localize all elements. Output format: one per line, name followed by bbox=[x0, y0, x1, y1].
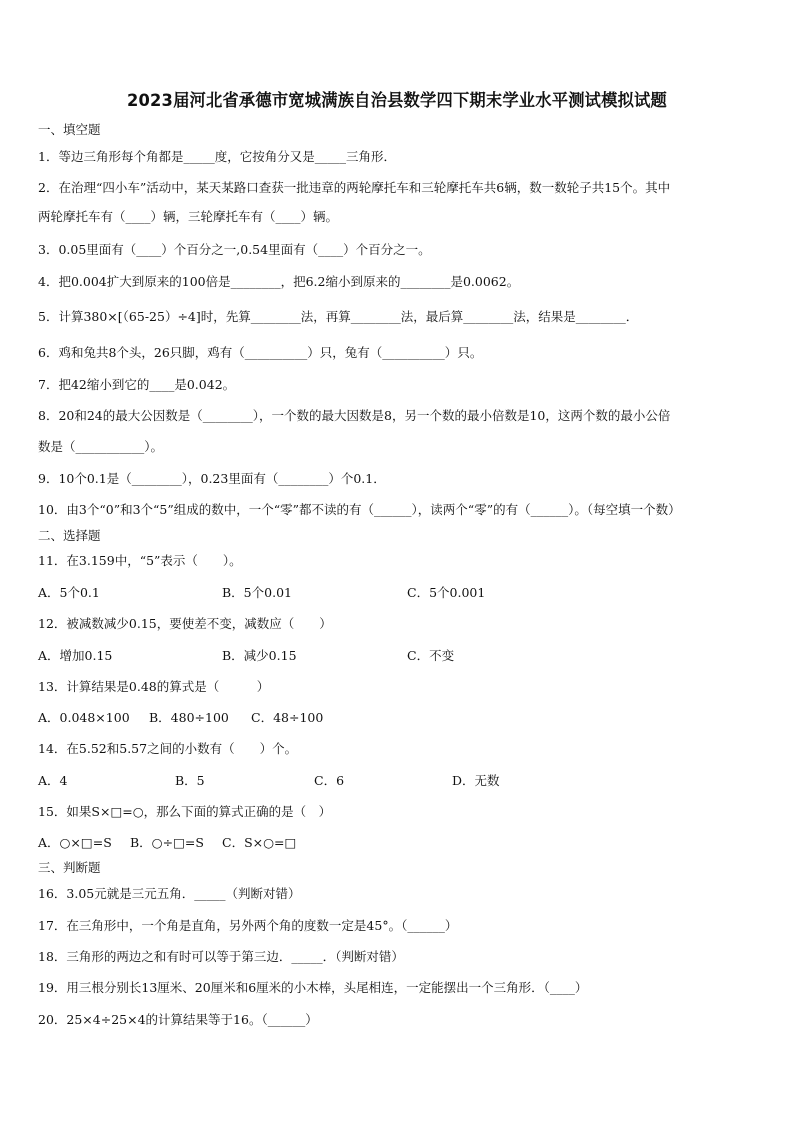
question-11-option-a: A．5个0.1 bbox=[38, 585, 100, 600]
question-15-option-b: B．○÷□=S bbox=[130, 835, 204, 850]
exam-title: 2023届河北省承德市宽城满族自治县数学四下期末学业水平测试模拟试题 bbox=[127, 91, 667, 111]
question-6: 6．鸡和兔共8个头，26只脚，鸡有（__________）只，兔有（__________）只。 bbox=[38, 345, 483, 360]
question-14: 14．在5.52和5.57之间的小数有（ ）个。 bbox=[38, 741, 298, 756]
question-12-option-b: B．减少0.15 bbox=[222, 648, 297, 663]
question-13-option-a: A．0.048×100 bbox=[38, 710, 130, 725]
question-13-option-c: C．48÷100 bbox=[251, 710, 324, 725]
question-20: 20．25×4÷25×4的计算结果等于16。（______） bbox=[38, 1012, 318, 1027]
question-9: 9．10个0.1是（________），0.23里面有（________）个0.1． bbox=[38, 471, 386, 486]
question-14-option-d: D．无数 bbox=[452, 773, 500, 788]
question-17: 17．在三角形中，一个角是直角，另外两个角的度数一定是45°。（______） bbox=[38, 918, 458, 933]
question-14-option-b: B．5 bbox=[175, 773, 205, 788]
question-16: 16．3.05元就是三元五角．_____（判断对错） bbox=[38, 886, 301, 901]
question-15: 15．如果S×□=○，那么下面的算式正确的是（ ） bbox=[38, 804, 332, 819]
question-14-option-a: A．4 bbox=[38, 773, 68, 788]
question-18: 18．三角形的两边之和有时可以等于第三边．_____．（判断对错） bbox=[38, 949, 404, 964]
question-13: 13．计算结果是0.48的算式是（ ） bbox=[38, 679, 270, 694]
question-7: 7．把42缩小到它的____是0.042。 bbox=[38, 377, 236, 392]
question-3: 3．0.05里面有（____）个百分之一,0.54里面有（____）个百分之一。 bbox=[38, 242, 431, 257]
section-multiple-choice: 二、选择题 bbox=[38, 528, 101, 543]
question-11-option-b: B．5个0.01 bbox=[222, 585, 292, 600]
question-12: 12．被减数减少0.15，要使差不变，减数应（ ） bbox=[38, 616, 332, 631]
question-14-option-c: C．6 bbox=[314, 773, 345, 788]
question-11: 11．在3.159中，“5”表示（ ）。 bbox=[38, 553, 242, 568]
question-15-option-c: C．S×○=□ bbox=[222, 835, 297, 850]
question-15-option-a: A．○×□=S bbox=[38, 835, 112, 850]
question-2-line-1: 2．在治理“四小车”活动中，某天某路口查获一批违章的两轮摩托车和三轮摩托车共6辆，数一数轮子共15个。其中 bbox=[38, 180, 671, 195]
question-1: 1．等边三角形每个角都是_____度，它按角分又是_____三角形． bbox=[38, 149, 396, 164]
question-10: 10．由3个“0”和3个“5”组成的数中，一个“零”都不读的有（______），读两个“零”的有（______）。（每空填一个数） bbox=[38, 502, 681, 517]
question-2-line-2: 两轮摩托车有（____）辆，三轮摩托车有（____）辆。 bbox=[38, 209, 339, 224]
question-8-line-1: 8．20和24的最大公因数是（________），一个数的最大因数是8，另一个数的最小倍数是10，这两个数的最小公倍 bbox=[38, 408, 671, 423]
question-11-option-c: C．5个0.001 bbox=[407, 585, 486, 600]
question-4: 4．把0.004扩大到原来的100倍是________，把6.2缩小到原来的________是0.0062。 bbox=[38, 274, 520, 289]
section-true-false: 三、判断题 bbox=[38, 860, 101, 875]
question-8-line-2: 数是（___________）。 bbox=[38, 439, 164, 454]
question-19: 19．用三根分别长13厘米、20厘米和6厘米的小木棒，头尾相连，一定能摆出一个三角形．（____） bbox=[38, 980, 588, 995]
question-13-option-b: B．480÷100 bbox=[149, 710, 229, 725]
section-fill-in: 一、填空题 bbox=[38, 122, 101, 137]
question-5: 5．计算380×[（65-25）÷4]时，先算________法，再算________法，最后算________法，结果是________． bbox=[38, 309, 639, 324]
question-12-option-a: A．增加0.15 bbox=[38, 648, 113, 663]
question-12-option-c: C．不变 bbox=[407, 648, 455, 663]
